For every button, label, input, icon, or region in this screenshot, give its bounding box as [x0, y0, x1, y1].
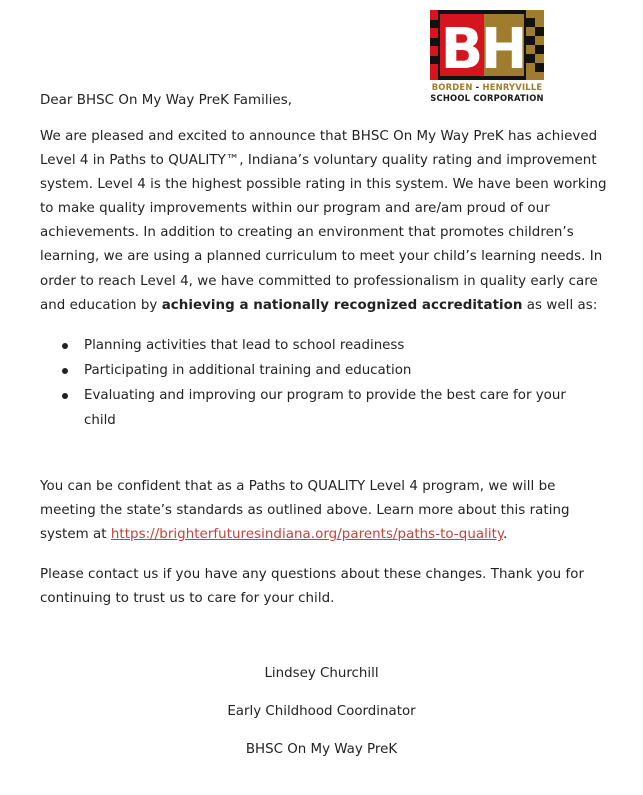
- greeting: Dear BHSC On My Way PreK Families,: [40, 93, 293, 108]
- requirements-list: [40, 333, 600, 433]
- signature-name: Lindsey Churchill: [264, 666, 379, 681]
- signature-organization: BHSC On My Way PreK: [245, 742, 398, 757]
- contact-paragraph: Please contact us if you have any questions about these changes. Thank you for continuing to trust us to care for your child.: [40, 567, 585, 607]
- announcement-paragraph: We are pleased and excited to announce that BHSC On My Way PreK has achieved Level 4 in Paths to QUALITY™, Indiana’s voluntary quality rating and improvement system. Level 4 is the highest possible rating in this system. We have been working to make quality improvements within our program and are/am proud of our achievements. In addition to creating an environment that promotes children’s learning, we are using a planned curriculum to meet your child’s learning needs. In order to reach Level 4, we have committed to professionalism in quality early care and education by achieving a nationally recognized accreditation as well as:: [40, 129, 607, 313]
- logo-line-1: BORDEN - HENRYVILLE: [431, 82, 543, 92]
- list-item: Planning activities that lead to school readiness: [40, 333, 600, 358]
- bullet-icon: [62, 368, 68, 374]
- signature-title: Early Childhood Coordinator: [227, 704, 416, 719]
- list-item: Participating in additional training and education: [40, 358, 600, 383]
- logo-letter-b: B: [440, 17, 484, 82]
- bullet-icon: [62, 393, 68, 399]
- bullet-icon: [62, 343, 68, 349]
- paths-to-quality-link[interactable]: https://brighterfuturesindiana.org/parents/paths-to-quality: [110, 527, 504, 543]
- accreditation-emphasis: achieving a nationally recognized accreditation: [161, 297, 523, 313]
- logo-letter-h: H: [480, 17, 528, 82]
- list-item: Evaluating and improving our program to provide the best care for your child: [40, 383, 600, 433]
- logo-line-2: SCHOOL CORPORATION: [430, 93, 544, 103]
- bh-logo-mark: [430, 10, 544, 82]
- confidence-paragraph: You can be confident that as a Paths to QUALITY Level 4 program, we will be meeting the state’s standards as outlined above. Learn more about this rating system at https://brighterfuturesindiana.org/parents/paths-to-quality.: [40, 479, 570, 543]
